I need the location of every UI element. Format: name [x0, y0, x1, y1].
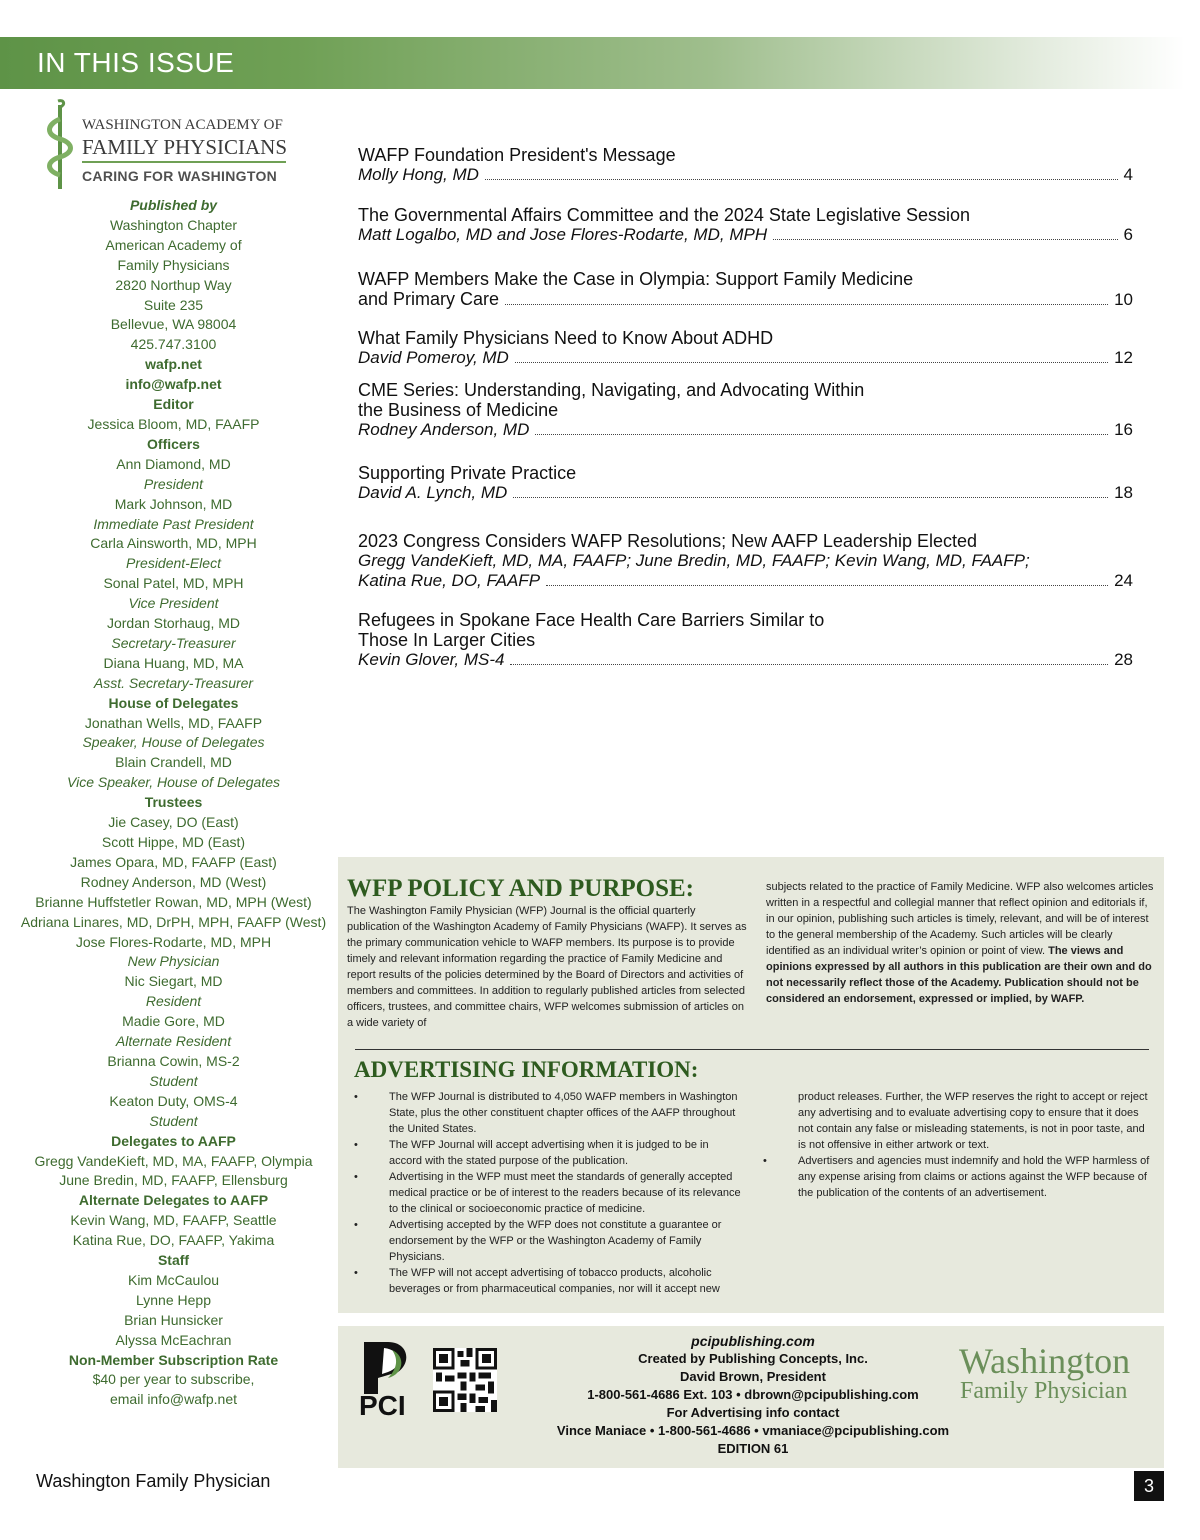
bullet-icon: •: [354, 1171, 358, 1183]
sidebar-line: Brianna Cowin, MS-2: [107, 1052, 240, 1069]
toc-page-number: 12: [1114, 348, 1133, 367]
sidebar-line: Madie Gore, MD: [122, 1013, 225, 1030]
publisher-president: David Brown, President: [680, 1369, 826, 1384]
toc-author: Matt Logalbo, MD and Jose Flores-Rodarte, MD, MPH: [358, 225, 768, 244]
qr-code-icon: [433, 1348, 497, 1412]
policy-box: [338, 857, 1164, 1313]
sidebar-heading: House of Delegates: [108, 694, 239, 711]
logo-divider: [82, 161, 286, 163]
toc-author-row: [358, 420, 1133, 440]
sidebar-heading: Published by: [129, 197, 218, 213]
sidebar-line: President: [143, 475, 204, 492]
toc-entry[interactable]: [358, 328, 1133, 368]
sidebar-line: email info@wafp.net: [109, 1391, 238, 1408]
sidebar-line: Asst. Secretary-Treasurer: [93, 674, 254, 691]
advertising-list-right: [763, 1089, 1153, 1201]
advertising-item-text: The WFP will not accept advertising of tobacco products, alcoholic beverages or from pharmaceutical companies, nor will it accept new: [389, 1267, 720, 1295]
toc-page-number: 4: [1123, 165, 1133, 184]
toc-title: Those In Larger Cities: [358, 630, 536, 650]
sidebar-line: Jordan Storhaug, MD: [106, 615, 241, 632]
sidebar-line: Student: [149, 1072, 198, 1089]
toc-author-row: [358, 289, 1133, 310]
sidebar-line: Family Physicians: [117, 256, 230, 273]
toc-page-number: 6: [1123, 225, 1133, 244]
toc-title: the Business of Medicine: [358, 400, 559, 420]
toc-title: CME Series: Understanding, Navigating, and Advocating Within: [358, 380, 865, 400]
sidebar-line: Student: [149, 1112, 198, 1129]
sidebar-heading: wafp.net: [145, 356, 202, 373]
toc-entry[interactable]: [358, 463, 1133, 503]
advertising-item-text: Advertising accepted by the WFP does not constitute a guarantee or endorsement by the WFP or the Washington Academy of Family Physicians.: [389, 1219, 722, 1263]
bullet-icon: •: [354, 1091, 358, 1103]
toc-author-row: [358, 483, 1133, 503]
sidebar-line: Jie Casey, DO (East): [108, 814, 239, 831]
toc-entry[interactable]: [358, 145, 1133, 185]
sidebar-line: Immediate Past President: [93, 515, 254, 532]
policy-disclaimer: The views and opinions expressed by all authors in this publication are their own and do not necessarily reflect those of the Academy. Publication should not be considered an endorsement, expressed or implied, by WAFP.: [766, 945, 1152, 1005]
sidebar-line: $40 per year to subscribe,: [92, 1371, 255, 1388]
advertising-item: [354, 1089, 742, 1137]
toc-leader-dots: [513, 497, 1108, 498]
bullet-icon: •: [354, 1219, 358, 1231]
sidebar-line: Scott Hippe, MD (East): [101, 834, 246, 850]
sidebar-heading: Alternate Delegates to AAFP: [78, 1192, 269, 1209]
section-banner: [0, 37, 1185, 89]
sidebar-line: Washington Chapter: [109, 216, 238, 233]
toc-author: David Pomeroy, MD: [358, 348, 509, 367]
toc-title: The Governmental Affairs Committee and the 2024 State Legislative Session: [358, 205, 971, 225]
sidebar-line: New Physician: [127, 953, 220, 970]
toc-leader-dots: [546, 585, 1108, 586]
advertising-item: [763, 1153, 1153, 1201]
sidebar-line: Nic Siegart, MD: [124, 973, 223, 990]
sidebar-heading: Officers: [147, 435, 200, 452]
policy-text-right: [766, 879, 1158, 1007]
toc-title: Gregg VandeKieft, MD, MA, FAAFP; June Bredin, MD, FAAFP; Kevin Wang, MD, FAAFP;: [358, 551, 1030, 570]
masthead-line-2: Family Physician: [960, 1378, 1128, 1404]
publisher-site-link[interactable]: pcipublishing.com: [691, 1333, 815, 1349]
advertising-item-text: Advertising in the WFP must meet the standards of generally accepted medical practice or be of interest to the readers because of its relevance to the clinical or socioeconomic practice of medicine.: [389, 1171, 741, 1215]
masthead-sidebar: [20, 196, 327, 1410]
toc-page-number: 28: [1114, 650, 1133, 669]
sidebar-line: Lynne Hepp: [136, 1291, 211, 1308]
sidebar-line: Diana Huang, MD, MA: [103, 654, 244, 671]
toc-leader-dots: [773, 239, 1117, 240]
sidebar-line: Vice Speaker, House of Delegates: [67, 774, 280, 791]
sidebar-line: 2820 Northup Way: [115, 276, 232, 293]
sidebar-line: Carla Ainsworth, MD, MPH: [90, 535, 257, 552]
toc-title: What Family Physicians Need to Know About ADHD: [358, 328, 774, 348]
bullet-icon: •: [354, 1267, 358, 1279]
toc-author: Katina Rue, DO, FAAFP: [358, 571, 541, 590]
toc-leader-dots: [510, 664, 1108, 665]
advertising-continuation: product releases. Further, the WFP reserves the right to accept or reject any advertising and to evaluate advertising copy to ensure that it does not contain any false or misleading statements, is not in poor taste, and is not offensive in either artwork or text.: [798, 1091, 1148, 1151]
sidebar-line: Jonathan Wells, MD, FAAFP: [84, 714, 263, 731]
caduceus-icon: [44, 97, 80, 192]
advertising-heading: ADVERTISING INFORMATION:: [354, 1057, 699, 1082]
sidebar-line: Kevin Wang, MD, FAAFP, Seattle: [70, 1212, 277, 1229]
advertising-item: [354, 1137, 742, 1169]
sidebar-line: June Bredin, MD, FAAFP, Ellensburg: [59, 1172, 288, 1189]
publisher-created-by: Created by Publishing Concepts, Inc.: [638, 1351, 868, 1366]
advertising-list-left: [354, 1089, 742, 1297]
toc-entry[interactable]: [358, 380, 1133, 440]
logo-line-2: FAMILY PHYSICIANS: [82, 135, 288, 159]
toc-author: and Primary Care: [358, 289, 500, 309]
sidebar-line: Blain Crandell, MD: [115, 754, 232, 771]
toc-author-row: [358, 165, 1133, 185]
sidebar-line: Alyssa McEachran: [115, 1331, 232, 1348]
sidebar-line: Ann Diamond, MD: [116, 455, 231, 472]
sidebar-heading: Non-Member Subscription Rate: [68, 1351, 279, 1368]
toc-leader-dots: [505, 304, 1108, 305]
advertising-item-text: The WFP Journal is distributed to 4,050 WAFP members in Washington State, plus the other constituent chapter offices of the AAFP throughout the United States.: [389, 1091, 738, 1135]
publisher-info: [538, 1332, 968, 1458]
toc-page-number: 16: [1114, 420, 1133, 439]
sidebar-line: Vice President: [128, 595, 219, 612]
sidebar-line: Resident: [145, 993, 202, 1010]
sidebar-heading: Staff: [157, 1252, 190, 1269]
ad-contact: Vince Maniace • 1-800-561-4686 • vmaniace@pcipublishing.com: [556, 1423, 950, 1438]
ad-contact-label: For Advertising info contact: [666, 1405, 840, 1420]
sidebar-line: Speaker, House of Delegates: [82, 734, 265, 751]
toc-title: Refugees in Spokane Face Health Care Barriers Similar to: [358, 610, 825, 630]
advertising-item-text: Advertisers and agencies must indemnify and hold the WFP harmless of any expense arising from claims or actions against the WFP because of the publication of the contents of an advertisement.: [798, 1155, 1150, 1199]
advertising-item: [354, 1265, 742, 1297]
sidebar-line: Jessica Bloom, MD, FAAFP: [87, 415, 260, 432]
toc-leader-dots: [485, 179, 1118, 180]
toc-author-row: [358, 348, 1133, 368]
policy-heading: WFP POLICY AND PURPOSE:: [347, 875, 694, 902]
sidebar-line: Secretary-Treasurer: [111, 634, 236, 651]
sidebar-line: Adriana Linares, MD, DrPH, MPH, FAAFP (West): [20, 913, 327, 930]
sidebar-heading: info@wafp.net: [125, 376, 222, 393]
sidebar-heading: Delegates to AAFP: [111, 1132, 236, 1149]
toc-entry[interactable]: [358, 610, 1133, 670]
edition-label: EDITION 61: [717, 1441, 789, 1456]
sidebar-line: Sonal Patel, MD, MPH: [103, 575, 244, 592]
sidebar-heading: Trustees: [144, 794, 203, 811]
policy-text-left: The Washington Family Physician (WFP) Journal is the official quarterly publication of the Washington Academy of Family Physicians (WAFP). It serves as the primary communication vehicle to WAFP members. Its purpose is to provide timely and relevant information regarding the practice of Family Medicine and report results of the policies determined by the Board of Directors and activities of members and committees. In addition to regularly published articles from selected officers, trustees, and committee chairs, WFP welcomes submission of articles on a wide variety of: [347, 905, 747, 1029]
toc-title: Supporting Private Practice: [358, 463, 577, 483]
wafp-logo: [44, 97, 294, 192]
sidebar-line: Brian Hunsicker: [124, 1311, 223, 1328]
sidebar-line: Kim McCaulou: [127, 1271, 220, 1288]
toc-title: WAFP Members Make the Case in Olympia: Support Family Medicine: [358, 269, 914, 289]
sidebar-line: American Academy of: [105, 236, 242, 253]
toc-author: David A. Lynch, MD: [358, 483, 508, 502]
sidebar-line: Alternate Resident: [115, 1033, 232, 1050]
masthead-line-1: Washington: [959, 1341, 1131, 1381]
toc-entry[interactable]: [358, 205, 1133, 245]
policy-text-right-body: subjects related to the practice of Family Medicine. WFP also welcomes articles written in a respectful and collegial manner that reflect opinion and editorials if, in our opinion, publishing such articles is timely, relevant, and will be of interest to the general membership of the Academy. Such articles will be clearly identified as an individual writer’s opinion or point of view.: [766, 881, 1154, 957]
toc-author-row: [358, 571, 1133, 591]
sidebar-line: James Opara, MD, FAAFP (East): [70, 853, 277, 870]
toc-author: Rodney Anderson, MD: [358, 420, 530, 439]
toc-author: Kevin Glover, MS-4: [358, 650, 505, 669]
sidebar-line: Brianne Huffstetler Rowan, MD, MPH (West): [35, 893, 312, 910]
section-divider: [355, 1049, 1149, 1050]
toc-page-number: 18: [1114, 483, 1133, 502]
sidebar-line: Keaton Duty, OMS-4: [109, 1092, 238, 1109]
sidebar-line: Rodney Anderson, MD (West): [80, 873, 267, 890]
toc-page-number: 10: [1114, 290, 1133, 309]
advertising-item: [354, 1169, 742, 1217]
toc-author-row: [358, 650, 1133, 670]
toc-title: 2023 Congress Considers WAFP Resolutions; New AAFP Leadership Elected: [358, 531, 977, 551]
publisher-contact: 1-800-561-4686 Ext. 103 • dbrown@pcipublishing.com: [587, 1387, 919, 1402]
toc-entry[interactable]: [358, 269, 1133, 310]
publisher-box: [338, 1326, 1164, 1468]
toc-page-number: 24: [1114, 571, 1133, 590]
sidebar-line: 425.747.3100: [130, 336, 217, 353]
banner-title: IN THIS ISSUE: [37, 47, 235, 78]
toc-leader-dots: [535, 434, 1108, 435]
sidebar-line: Katina Rue, DO, FAAFP, Yakima: [72, 1232, 275, 1249]
sidebar-line: Jose Flores-Rodarte, MD, MPH: [75, 933, 272, 950]
sidebar-heading: Editor: [153, 396, 194, 413]
logo-tagline: CARING FOR WASHINGTON: [82, 168, 278, 184]
page-number: 3: [1134, 1471, 1164, 1501]
bullet-icon: •: [763, 1155, 767, 1167]
toc-entry[interactable]: [358, 531, 1133, 591]
sidebar-line: Mark Johnson, MD: [114, 495, 233, 512]
advertising-item: [354, 1217, 742, 1265]
sidebar-line: Bellevue, WA 98004: [110, 316, 237, 333]
advertising-item-text: The WFP Journal will accept advertising when it is judged to be in accord with the stated purpose of the publication.: [389, 1139, 709, 1167]
toc-author-row: [358, 225, 1133, 245]
bullet-icon: •: [354, 1139, 358, 1151]
toc-author: Molly Hong, MD: [358, 165, 479, 184]
logo-line-1: WASHINGTON ACADEMY OF: [82, 117, 283, 133]
sidebar-line: Suite 235: [143, 296, 204, 313]
pci-label: PCI: [359, 1390, 406, 1421]
sidebar-line: Gregg VandeKieft, MD, MA, FAAFP, Olympia: [34, 1152, 313, 1169]
toc-title: WAFP Foundation President's Message: [358, 145, 676, 165]
sidebar-line: President-Elect: [126, 555, 221, 572]
footer-publication-title: Washington Family Physician: [36, 1471, 271, 1491]
toc-leader-dots: [515, 362, 1108, 363]
